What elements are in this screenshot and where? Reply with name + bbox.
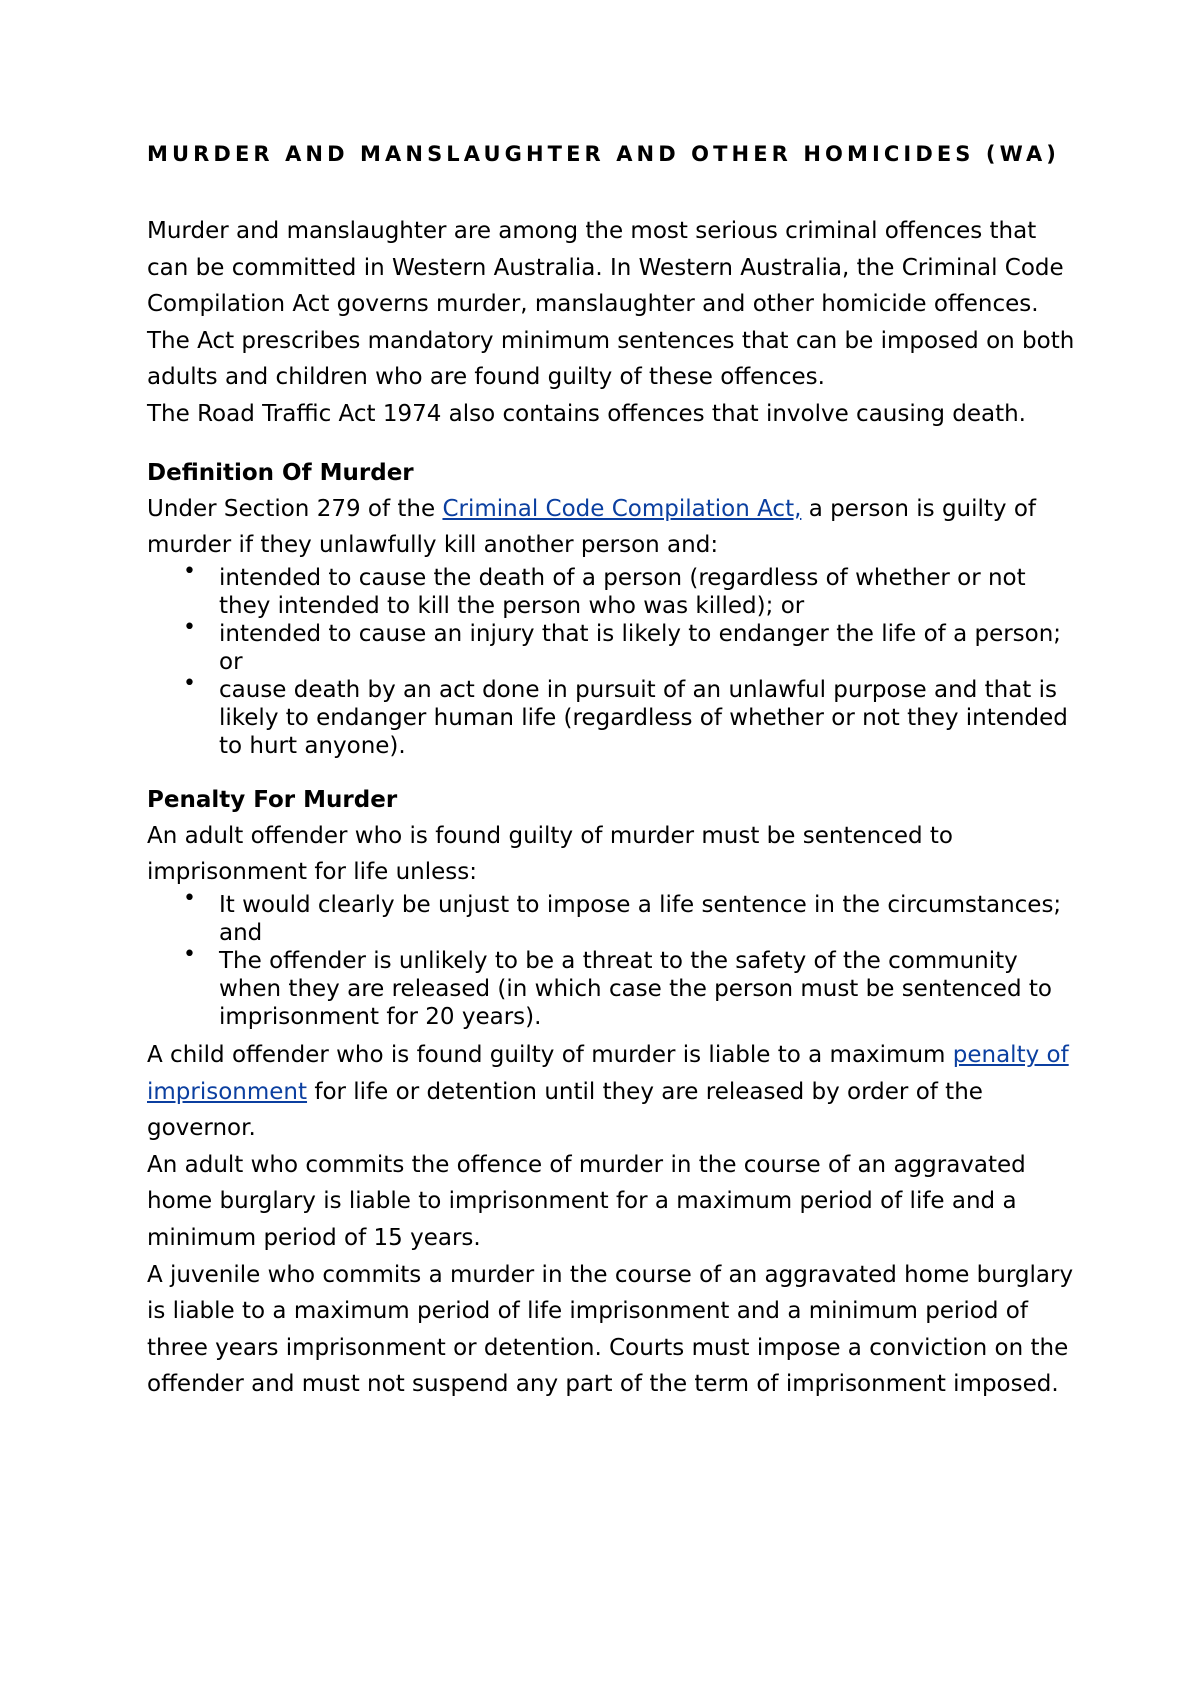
juvenile-burglary-paragraph: A juvenile who commits a murder in the course of an aggravated home burglary is liable to a maximum period of life imprisonment and a minimum period of three years imprisonment or detention. Courts must impose a conviction on the offender and must not suspend any part of the term of imprisonment imposed. [147,1261,1074,1398]
definition-lead [147,491,1077,564]
child-offender-before: A child offender who is found guilty of murder is liable to a maximum [147,1041,953,1068]
child-offender-paragraph [147,1037,1077,1147]
list-item [183,885,1077,947]
list-item [183,614,1077,676]
penalty-list [147,885,1077,1031]
list-item-text: The offender is unlikely to be a threat to the safety of the community when they are released (in which case the person must be sentenced to imprisonment for 20 years). [219,947,1052,1030]
penalty-heading: Penalty For Murder [147,786,398,813]
penalty-of-imprisonment-link[interactable]: penalty of imprisonment [147,1041,1069,1105]
list-item-text: intended to cause the death of a person (regardless of whether or not they intended to kill the person who was killed); or [219,564,1026,619]
definition-lead-after: a person is guilty of murder if they unlawfully kill another person and: [147,495,1037,559]
bullet-icon: • [183,558,196,584]
bullet-icon: • [183,670,196,696]
intro-paragraph: Murder and manslaughter are among the most serious criminal offences that can be committed in Western Australia. In Western Australia, the Criminal Code Compilation Act governs murder, manslaughter and other homicide offences. The Act prescribes mandatory minimum sentences that can be imposed on both adults and children who are found guilty of these offences. [147,218,1075,391]
document-title: MURDER AND MANSLAUGHTER AND OTHER HOMICIDES (WA) [147,142,1060,166]
list-item-text: intended to cause an injury that is likely to endanger the life of a person; or [219,620,1062,675]
bullet-icon: • [183,941,196,967]
list-item-text: It would clearly be unjust to impose a life sentence in the circumstances; and [219,891,1062,946]
child-offender-after: for life or detention until they are released by order of the governor. [147,1078,983,1142]
bullet-icon: • [183,885,196,911]
list-item [183,941,1077,1031]
document-page [147,140,1077,1403]
definition-list [147,558,1077,760]
definition-heading: Definition Of Murder [147,459,414,486]
road-traffic-paragraph: The Road Traffic Act 1974 also contains offences that involve causing death. [147,400,1026,427]
bullet-icon: • [183,614,196,640]
criminal-code-link[interactable]: Criminal Code Compilation Act, [442,495,802,522]
list-item [183,670,1077,760]
list-item [183,558,1077,620]
adult-burglary-paragraph: An adult who commits the offence of murder in the course of an aggravated home burglary is liable to imprisonment for a maximum period of life and a minimum period of 15 years. [147,1151,1026,1251]
definition-lead-before: Under Section 279 of the [147,495,443,522]
penalty-lead: An adult offender who is found guilty of murder must be sentenced to imprisonment for life unless: [147,822,953,886]
list-item-text: cause death by an act done in pursuit of an unlawful purpose and that is likely to endanger human life (regardless of whether or not they intended to hurt anyone). [219,676,1068,759]
